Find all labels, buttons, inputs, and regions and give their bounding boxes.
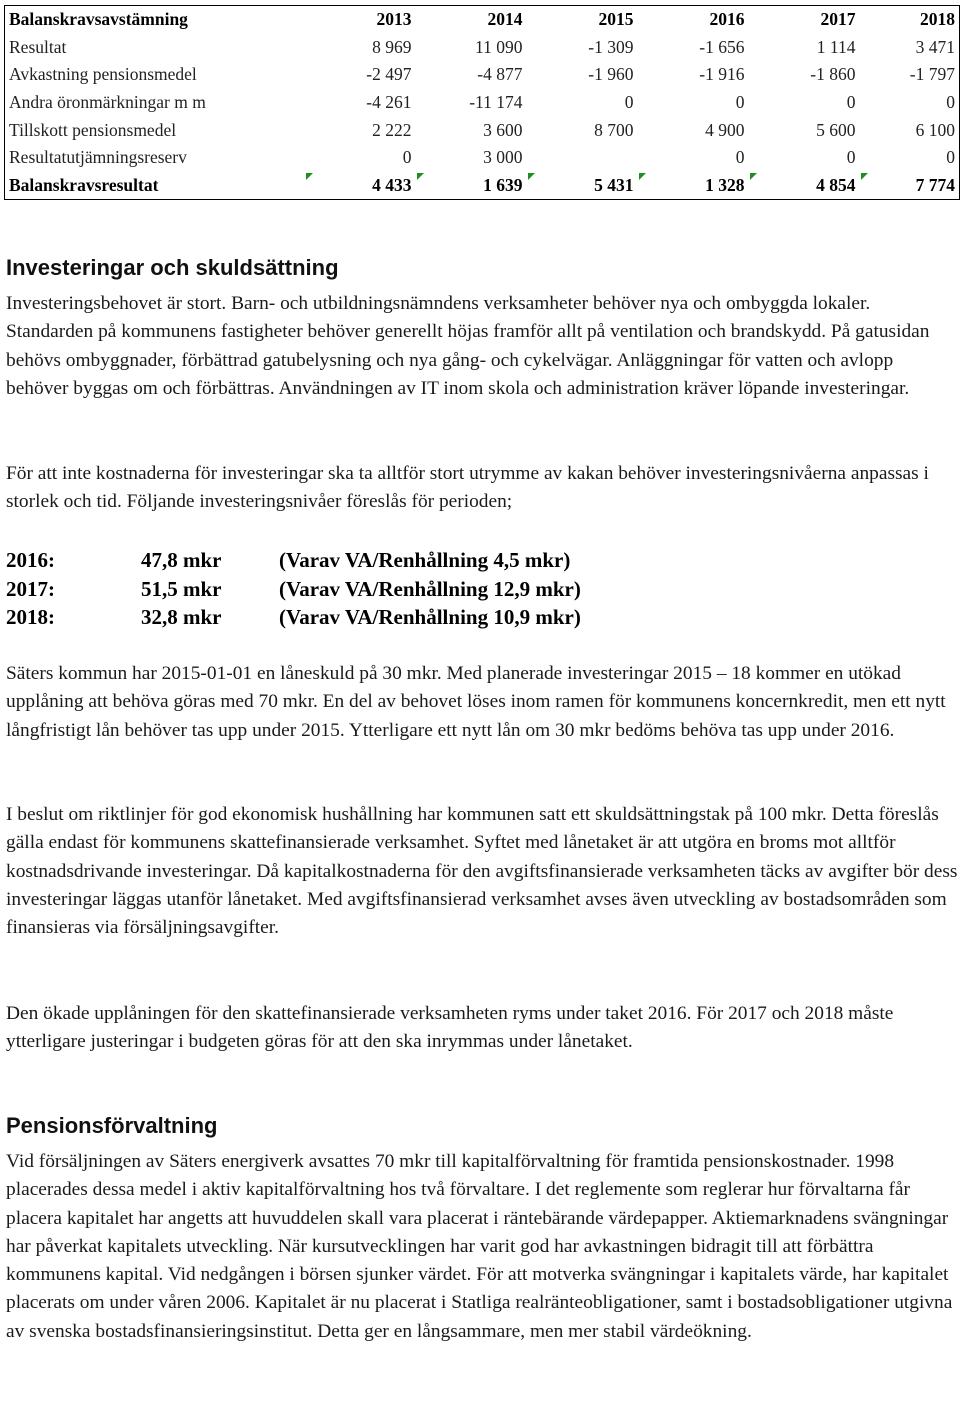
- table-cell: 0: [946, 147, 955, 168]
- table-cell: [527, 144, 638, 172]
- level-year: 2016:: [6, 548, 55, 572]
- total-value: 7 774: [915, 174, 955, 195]
- row-label: Resultat: [9, 36, 67, 57]
- table-cell: -11 174: [469, 92, 523, 113]
- table-row: [5, 144, 960, 172]
- section-heading-investments: Investeringar och skuldsättning: [6, 255, 339, 280]
- table-cell: 3 471: [915, 36, 955, 57]
- table-row: [5, 34, 960, 62]
- table-row: [5, 89, 960, 117]
- table-header-title: Balanskravsavstämning: [9, 9, 188, 30]
- level-amount: 47,8 mkr: [141, 548, 222, 572]
- paragraph: Säters kommun har 2015-01-01 en låneskuld på 30 mkr. Med planerade investeringar 2015 – 18 kommer en utökad upplåning att behöva göras med 70 mkr. En del av behovet löses inom ramen för kommunens koncernkredit, men ett nytt långfristigt lån behöver tas upp under 2015. Ytterligare ett nytt lån om 30 mkr bedöms behöva tas upp under 2016.: [6, 663, 946, 741]
- paragraph: För att inte kostnaderna för investeringar ska ta alltför stort utrymme av kakan behöver investeringsnivåerna anpassas i storlek och tid. Följande investeringsnivåer föreslås för perioden;: [6, 463, 929, 513]
- comment-flag-icon: [861, 173, 868, 180]
- paragraph: I beslut om riktlinjer för god ekonomisk hushållning har kommunen satt ett skuldsättningstak på 100 mkr. Detta föreslås gälla endast för kommunens skattefinansierade verksamhet. Syftet med lånetaket är att utgöra en broms mot alltför kostnadsdrivande investeringar. Då kapitalkostnaderna för den avgiftsfinansierade verksamheten täcks av avgifter bör dess investeringar läggas utanför lånetaket. Med avgiftsfinansierad verksamhet avses även utveckling av bostadsområden som finansieras via försäljningsavgifter.: [6, 804, 958, 939]
- table-header-year: 2018: [920, 9, 955, 30]
- level-year: 2017:: [6, 577, 55, 601]
- table-cell: 0: [735, 147, 745, 168]
- table-cell: -2 497: [366, 64, 412, 85]
- table-total-row: [5, 172, 960, 200]
- table-cell: 0: [624, 92, 634, 113]
- total-cell: [305, 172, 416, 200]
- table-header-row: [5, 6, 960, 34]
- balance-requirement-table: [4, 5, 960, 200]
- row-label: Avkastning pensionsmedel: [9, 64, 197, 85]
- table-cell: 8 969: [372, 36, 412, 57]
- table-cell: -4 877: [477, 64, 523, 85]
- total-value: 4 854: [816, 174, 856, 195]
- investment-level-row: [6, 575, 706, 603]
- paragraph: Vid försäljningen av Säters energiverk avsattes 70 mkr till kapitalförvaltning för framtida pensionskostnader. 1998 placerades dessa medel i aktiv kapitalförvaltning hos två förvaltare. I det reglemente som reglerar hur förvaltarna får placera kapitalet har angetts att huvuddelen skall vara placerat i räntebärande värdepapper. Aktiemarknadens svängningar har påverkat kapitalets utveckling. När kursutvecklingen har varit god har avkastningen bidragit till att förbättra kommunens kapital. Vid nedgången i börsen sjunker värdet. För att motverka svängningar i kapitalets värde, har kapitalet placerats om under våren 2006. Kapitalet är nu placerat i Statliga realränteobligationer, samt i bostadsobligationer utgivna av svenska bostadsfinansieringsinstitut. Detta ger en långsammare, men mer stabil värdeökning.: [6, 1151, 953, 1342]
- table-cell: 8 700: [594, 119, 634, 140]
- table-cell: 3 600: [483, 119, 523, 140]
- paragraph: Investeringsbehovet är stort. Barn- och utbildningsnämndens verksamheter behöver nya och ombyggda lokaler. Standarden på kommunens fastigheter behöver generellt höjas framför allt på ventilation och brandskydd. På gatusidan behövs ombyggnader, förbättrad gatubelysning och nya gång- och cykelvägar. Anläggningar för vatten och avlopp behöver byggas om och förbättras. Användningen av IT inom skola och administration kräver löpande investeringar.: [6, 293, 930, 399]
- table-cell: 11 090: [475, 36, 523, 57]
- table-cell: 0: [946, 92, 955, 113]
- table-cell: 0: [735, 92, 745, 113]
- row-label: Tillskott pensionsmedel: [9, 119, 177, 140]
- table-cell: -1 656: [699, 36, 745, 57]
- table-cell: -1 309: [588, 36, 634, 57]
- comment-flag-icon: [306, 173, 313, 180]
- table-cell: -1 960: [588, 64, 634, 85]
- paragraph: Den ökade upplåningen för den skattefinansierade verksamheten ryms under taket 2016. För 2017 och 2018 måste ytterligare justeringar i budgeten göras för att den ska inrymmas under lånetaket.: [6, 1003, 894, 1053]
- comment-flag-icon: [750, 173, 757, 180]
- level-note: (Varav VA/Renhållning 4,5 mkr): [279, 548, 571, 572]
- table-cell: 0: [846, 92, 856, 113]
- table-cell: -1 860: [810, 64, 856, 85]
- total-value: 1 328: [705, 174, 745, 195]
- row-label: Andra öronmärkningar m m: [9, 92, 206, 113]
- total-value: 5 431: [594, 174, 634, 195]
- total-cell: [860, 172, 960, 200]
- table-cell: 0: [402, 147, 412, 168]
- comment-flag-icon: [528, 173, 535, 180]
- table-header-year: 2015: [598, 9, 634, 30]
- comment-flag-icon: [639, 173, 646, 180]
- comment-flag-icon: [417, 173, 424, 180]
- level-year: 2018:: [6, 605, 55, 629]
- total-label: Balanskravsresultat: [9, 174, 159, 195]
- total-cell: [527, 172, 638, 200]
- level-amount: 32,8 mkr: [141, 605, 222, 629]
- table-row: [5, 116, 960, 144]
- table-cell: -1 797: [909, 64, 955, 85]
- investment-level-row: [6, 546, 706, 574]
- level-note: (Varav VA/Renhållning 10,9 mkr): [279, 605, 581, 629]
- table-cell: 6 100: [915, 119, 955, 140]
- level-note: (Varav VA/Renhållning 12,9 mkr): [279, 577, 581, 601]
- table-cell: -4 261: [366, 92, 412, 113]
- table-cell: 0: [846, 147, 856, 168]
- table-header-year: 2013: [376, 9, 412, 30]
- total-value: 1 639: [483, 174, 523, 195]
- table-cell: 4 900: [705, 119, 745, 140]
- table-cell: -1 916: [699, 64, 745, 85]
- table-cell: 1 114: [816, 36, 856, 57]
- investment-level-row: [6, 603, 706, 631]
- table-header-year: 2016: [709, 9, 745, 30]
- total-cell: [749, 172, 860, 200]
- total-value: 4 433: [372, 174, 412, 195]
- table-header-year: 2017: [820, 9, 856, 30]
- table-cell: 5 600: [816, 119, 856, 140]
- row-label: Resultatutjämningsreserv: [9, 147, 187, 168]
- table-cell: 3 000: [483, 147, 523, 168]
- table-cell: 2 222: [372, 119, 412, 140]
- total-cell: [638, 172, 749, 200]
- section-heading-pensions: Pensionsförvaltning: [6, 1113, 218, 1138]
- level-amount: 51,5 mkr: [141, 577, 222, 601]
- table-row: [5, 61, 960, 89]
- total-cell: [416, 172, 527, 200]
- table-header-year: 2014: [487, 9, 523, 30]
